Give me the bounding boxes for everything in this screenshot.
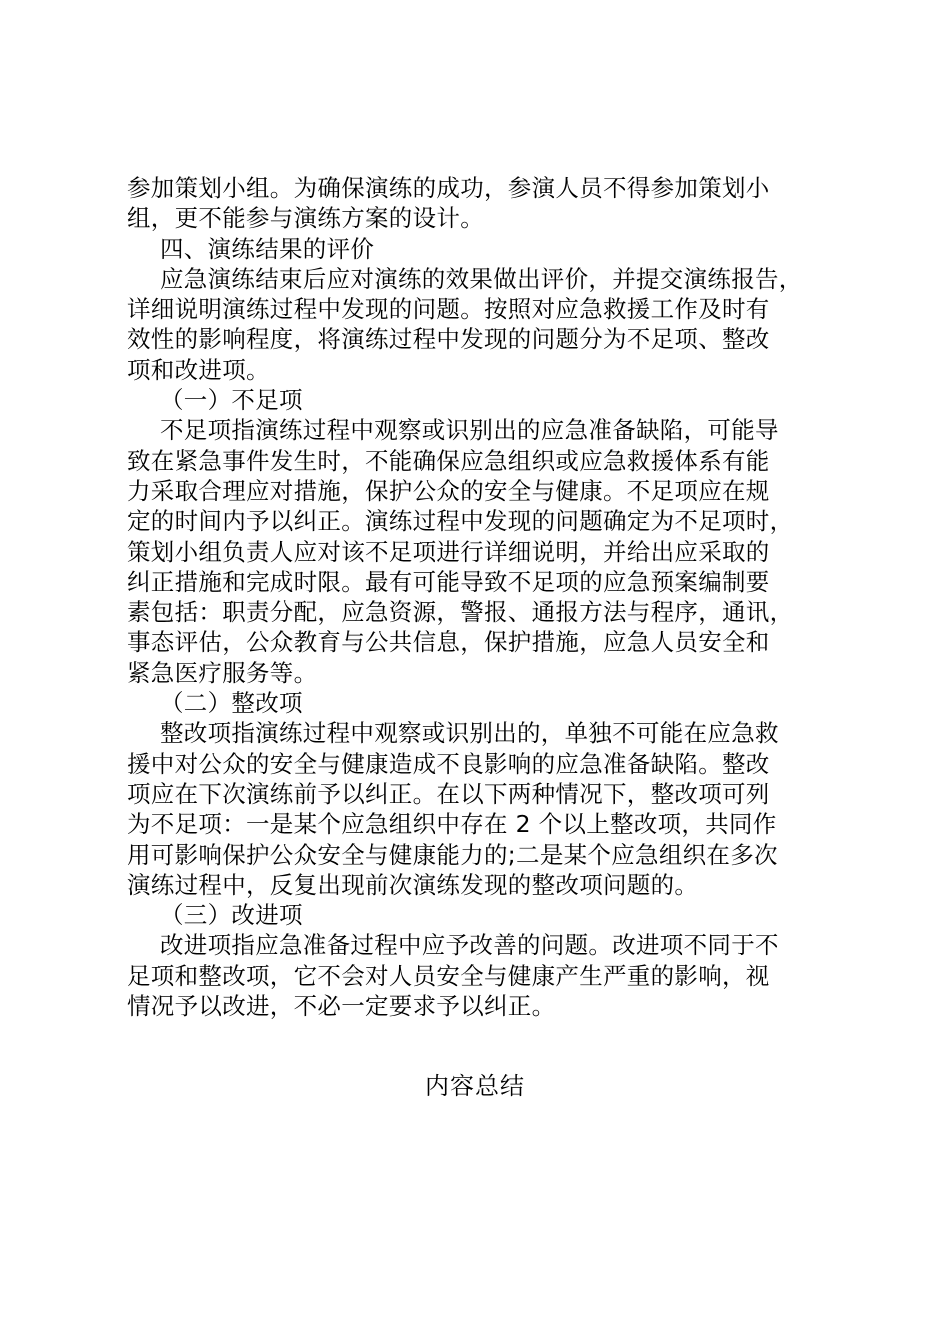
body-text-line: 组，更不能参与演练方案的设计。	[127, 204, 484, 233]
body-text-line: 情况予以改进，不必一定要求予以纠正。	[127, 992, 556, 1021]
section-heading: 四、演练结果的评价	[160, 234, 375, 263]
body-text-line: 用可影响保护公众安全与健康能力的;二是某个应急组织在多次	[127, 840, 778, 869]
body-text-line: 策划小组负责人应对该不足项进行详细说明，并给出应采取的	[127, 537, 770, 566]
body-text-line: 援中对公众的安全与健康造成不良影响的应急准备缺陷。整改	[127, 749, 770, 778]
paragraph-first-line: 应急演练结束后应对演练的效果做出评价，并提交演练报告，	[160, 264, 803, 293]
document-body	[127, 173, 842, 1021]
body-text-line: 力采取合理应对措施，保护公众的安全与健康。不足项应在规	[127, 476, 770, 505]
body-text-line: 参加策划小组。为确保演练的成功，参演人员不得参加策划小	[127, 174, 770, 202]
body-text-line: 为不足项：一是某个应急组织中存在 2 个以上整改项，共同作	[127, 810, 777, 839]
body-text-line: 致在紧急事件发生时，不能确保应急组织或应急救援体系有能	[127, 446, 770, 475]
body-text-line: 事态评估，公众教育与公共信息，保护措施，应急人员安全和	[127, 628, 770, 657]
body-text-line: 项和改进项。	[127, 355, 270, 384]
body-text-line: 项应在下次演练前予以纠正。在以下两种情况下，整改项可列	[127, 779, 770, 808]
body-text-line: 素包括：职责分配，应急资源，警报、通报方法与程序，通讯，	[127, 598, 794, 627]
summary-title: 内容总结	[425, 1072, 525, 1100]
body-text-line: 紧急医疗服务等。	[127, 658, 318, 687]
subsection-heading: （三）改进项	[160, 901, 303, 930]
body-text-line: 演练过程中，反复出现前次演练发现的整改项问题的。	[127, 870, 699, 899]
paragraph-first-line: 整改项指演练过程中观察或识别出的，单独不可能在应急救	[160, 719, 779, 748]
subsection-heading: （二）整改项	[160, 689, 303, 718]
body-text-line: 定的时间内予以纠正。演练过程中发现的问题确定为不足项时，	[127, 507, 794, 536]
paragraph-first-line: 改进项指应急准备过程中应予改善的问题。改进项不同于不	[160, 931, 779, 960]
paragraph-first-line: 不足项指演练过程中观察或识别出的应急准备缺陷，可能导	[160, 416, 779, 445]
body-text-line: 足项和整改项，它不会对人员安全与健康产生严重的影响，视	[127, 961, 770, 990]
body-text-line: 详细说明演练过程中发现的问题。按照对应急救援工作及时有	[127, 295, 770, 324]
subsection-heading: （一）不足项	[160, 386, 303, 415]
body-text-line: 纠正措施和完成时限。最有可能导致不足项的应急预案编制要	[127, 567, 770, 596]
body-text-line: 效性的影响程度，将演练过程中发现的问题分为不足项、整改	[127, 325, 770, 354]
